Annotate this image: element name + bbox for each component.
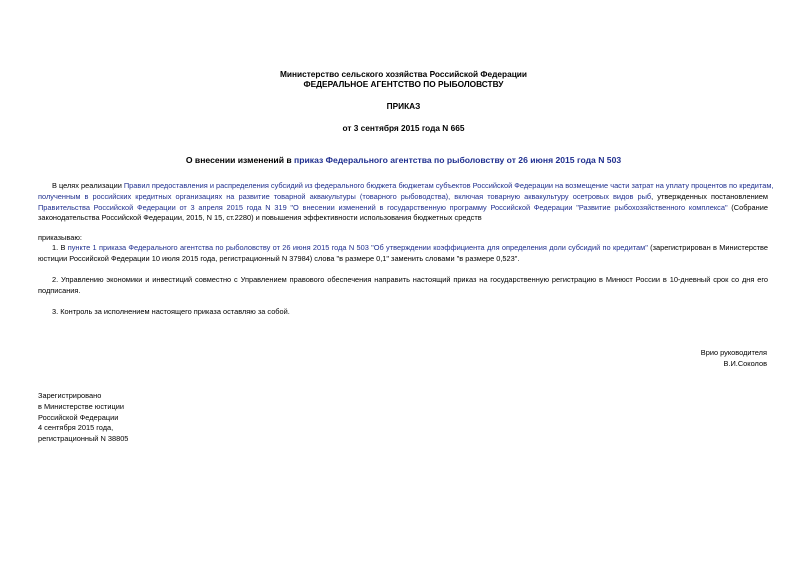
title-link[interactable]: приказ Федерального агентства по рыболовству от 26 июня 2015 года N 503: [294, 155, 622, 165]
ministry-name: Министерство сельского хозяйства Российской Федерации: [280, 69, 527, 79]
order-503-link[interactable]: пункте 1 приказа Федерального агентства по рыболовству от 26 июня 2015 года N 503 "Об утверждении коэффициента для определения доли субсидий по кредитам": [67, 243, 648, 252]
preamble-line-1: В целях реализации Правил предоставления и распределения субсидий из федерального бюджета бюджетам субъектов Российской Федерации на возмещение части затрат на уплату процентов по кредитам,: [52, 181, 774, 190]
item1-line-1: 1. В пункте 1 приказа Федерального агентства по рыболовству от 26 июня 2015 года N 503 "Об утверждении коэффициента для определения доли субсидий по кредитам" (зарегистрирован в Министерстве: [52, 243, 768, 252]
item1-line-2: юстиции Российской Федерации 10 июля 2015 года, регистрационный N 37984) слова "в размере 0,1" заменить словами "в размере 0,523".: [38, 253, 520, 263]
resolution-link[interactable]: Правительства Российской Федерации от 3 апреля 2015 года N 319 "О внесении изменений в государственную программу Российской Федерации "Развитие рыбохозяйственного комплекса": [38, 202, 728, 212]
order-word: приказываю:: [38, 233, 82, 242]
rules-link[interactable]: Правил предоставления и распределения субсидий из федерального бюджета бюджетам субъектов Российской Федерации на возмещение части затрат на уплату процентов по кредитам,: [123, 181, 774, 190]
paragraph-item-2: [38, 275, 768, 297]
item2-line-2: подписания.: [38, 285, 81, 295]
paragraph-item-1: [38, 243, 768, 265]
registration-line: Российской Федерации: [38, 412, 119, 422]
registration-line: 4 сентября 2015 года,: [38, 423, 114, 433]
document-title: [0, 155, 807, 165]
registration-line: регистрационный N 38805: [38, 434, 129, 444]
title-prefix: О внесении изменений в: [185, 155, 295, 165]
preamble-line-2: полученным в российских кредитных организациях на развитие товарной аквакультуры (товарного рыбоводства), включая товарную аквакультуру осетровых видов рыб, утвержденных постановлением: [38, 191, 768, 201]
document-type: ПРИКАЗ: [386, 101, 421, 111]
signature-block: [567, 348, 767, 370]
paragraph-item-3: 3. Контроль за исполнением настоящего приказа оставляю за собой.: [52, 307, 290, 316]
document-date-number: от 3 сентября 2015 года N 665: [342, 123, 465, 133]
agency-name: ФЕДЕРАЛЬНОЕ АГЕНТСТВО ПО РЫБОЛОВСТВУ: [303, 79, 504, 89]
rules-link-cont[interactable]: полученным в российских кредитных организациях на развитие товарной аквакультуры (товарного рыбоводства), включая товарную аквакультуру осетровых видов рыб: [38, 191, 652, 201]
registration-block: [38, 391, 238, 445]
item2-line-1: 2. Управлению экономики и инвестиций совместно с Управлением правового обеспечения направить настоящий приказ на государственную регистрацию в Минюст России в 10-дневный срок со дня его: [52, 275, 768, 284]
registration-line: Зарегистрировано: [38, 391, 102, 400]
registration-line: в Министерстве юстиции: [38, 401, 125, 411]
signatory-position: Врио руководителя: [700, 348, 767, 357]
paragraph-preamble: [38, 181, 774, 224]
signatory-name: В.И.Соколов: [723, 358, 767, 368]
preamble-line-4: законодательства Российской Федерации, 2015, N 15, ст.2280) и повышения эффективности использования бюджетных средств: [38, 213, 482, 223]
preamble-line-3: Правительства Российской Федерации от 3 апреля 2015 года N 319 "О внесении изменений в государственную программу Российской Федерации "Развитие рыбохозяйственного комплекса" (Собрание: [38, 202, 768, 212]
